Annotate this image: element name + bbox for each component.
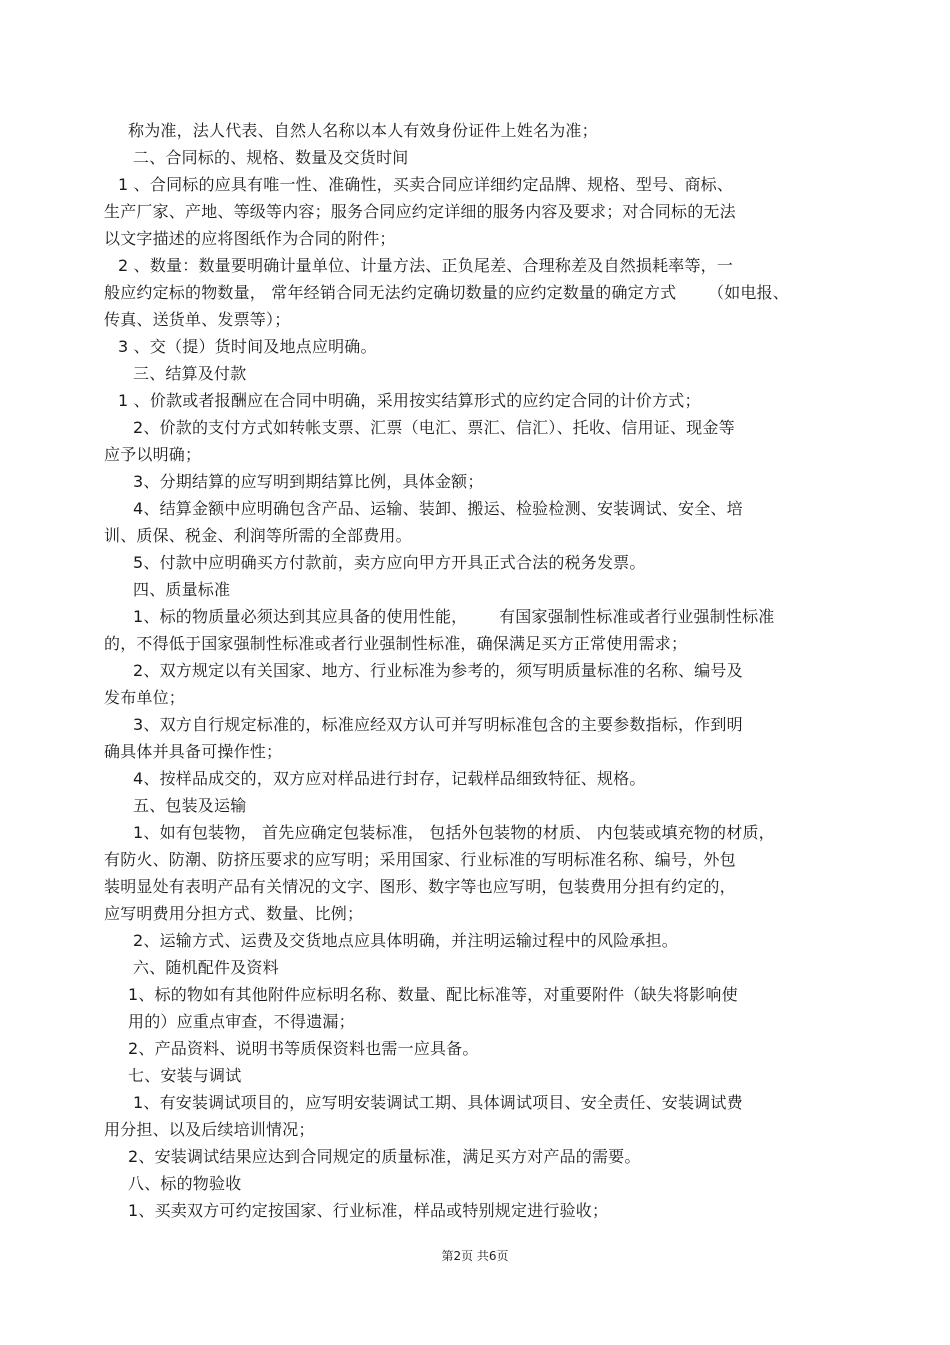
section-heading: 七、安装与调试 xyxy=(128,1066,242,1085)
text-line: 4、结算金额中应明确包含产品、运输、装卸、搬运、检验检测、安装调试、安全、培 xyxy=(133,499,743,518)
text-line: 4、按样品成交的，双方应对样品进行封存，记载样品细致特征、规格。 xyxy=(133,769,646,788)
section-heading: 二、合同标的、规格、数量及交货时间 xyxy=(133,148,409,167)
text-line: 用分担、以及后续培训情况； xyxy=(104,1120,315,1139)
section-heading: 五、包装及运输 xyxy=(133,796,247,815)
text-line: 1、标的物如有其他附件应标明名称、数量、配比标准等，对重要附件（缺失将影响使 xyxy=(128,985,738,1004)
text-line: 以文字描述的应将图纸作为合同的附件； xyxy=(104,229,396,248)
section-heading: 六、随机配件及资料 xyxy=(133,958,279,977)
text-line: 生产厂家、产地、等级等内容；服务合同应约定详细的服务内容及要求；对合同标的无法 xyxy=(104,202,736,221)
section-heading: 四、质量标准 xyxy=(133,580,231,599)
text-line: 1、标的物质量必须达到其应具备的使用性能， 有国家强制性标准或者行业强制性标准 xyxy=(133,607,775,626)
text-line: 1、有安装调试项目的，应写明安装调试工期、具体调试项目、安全责任、安装调试费 xyxy=(133,1093,743,1112)
text-line: 1 、价款或者报酬应在合同中明确，采用按实结算形式的应约定合同的计价方式； xyxy=(118,391,701,410)
text-line: 1、如有包装物， 首先应确定包装标准， 包括外包装物的材质、 内包装或填充物的材质， xyxy=(133,823,775,842)
text-line: 传真、送货单、发票等）； xyxy=(104,310,291,329)
text-line: 2 、数量：数量要明确计量单位、计量方法、正负尾差、合理称差及自然损耗率等，一 xyxy=(118,256,734,275)
text-line: 用的）应重点审查，不得遗漏； xyxy=(128,1012,355,1031)
text-line: 3、双方自行规定标准的，标准应经双方认可并写明标准包含的主要参数指标，作到明 xyxy=(133,715,743,734)
text-line: 应写明费用分担方式、数量、比例； xyxy=(104,904,364,923)
text-line: 2、安装调试结果应达到合同规定的质量标准，满足买方对产品的需要。 xyxy=(128,1147,641,1166)
text-line: 2、价款的支付方式如转帐支票、汇票（电汇、票汇、信汇）、托收、信用证、现金等 xyxy=(133,418,735,437)
text-line: 5、付款中应明确买方付款前，卖方应向甲方开具正式合法的税务发票。 xyxy=(133,553,646,572)
text-line: 的，不得低于国家强制性标准或者行业强制性标准，确保满足买方正常使用需求； xyxy=(104,634,688,653)
section-heading: 三、结算及付款 xyxy=(133,364,247,383)
text-line: 1 、合同标的应具有唯一性、准确性，买卖合同应详细约定品牌、规格、型号、商标、 xyxy=(118,175,734,194)
text-line: 装明显处有表明产品有关情况的文字、图形、数字等也应写明，包装费用分担有约定的， xyxy=(104,877,736,896)
text-line: 发布单位； xyxy=(104,688,186,707)
text-line: 2、产品资料、说明书等质保资料也需一应具备。 xyxy=(128,1039,479,1058)
text-line: 应予以明确； xyxy=(104,445,202,464)
section-heading: 八、标的物验收 xyxy=(128,1174,242,1193)
text-line: 训、质保、税金、利润等所需的全部费用。 xyxy=(104,526,412,545)
text-line: 1、买卖双方可约定按国家、行业标准，样品或特别规定进行验收； xyxy=(128,1201,609,1220)
text-line: 称为准，法人代表、自然人名称以本人有效身份证件上姓名为准； xyxy=(128,121,598,140)
text-line: 2、运输方式、运费及交货地点应具体明确，并注明运输过程中的风险承担。 xyxy=(133,931,678,950)
text-line: 有防火、防潮、防挤压要求的应写明；采用国家、行业标准的写明标准名称、编号，外包 xyxy=(104,850,736,869)
text-line: 确具体并具备可操作性； xyxy=(104,742,283,761)
text-line: 2、双方规定以有关国家、地方、行业标准为参考的，须写明质量标准的名称、编号及 xyxy=(133,661,743,680)
text-line: 3、分期结算的应写明到期结算比例，具体金额； xyxy=(133,472,484,491)
page-footer: 第2页 共6页 xyxy=(441,1249,509,1263)
text-line: 3 、交（提）货时间及地点应明确。 xyxy=(118,337,377,356)
text-line: 般应约定标的物数量， 常年经销合同无法约定确切数量的应约定数量的确定方式 （如电报、 xyxy=(104,283,790,302)
